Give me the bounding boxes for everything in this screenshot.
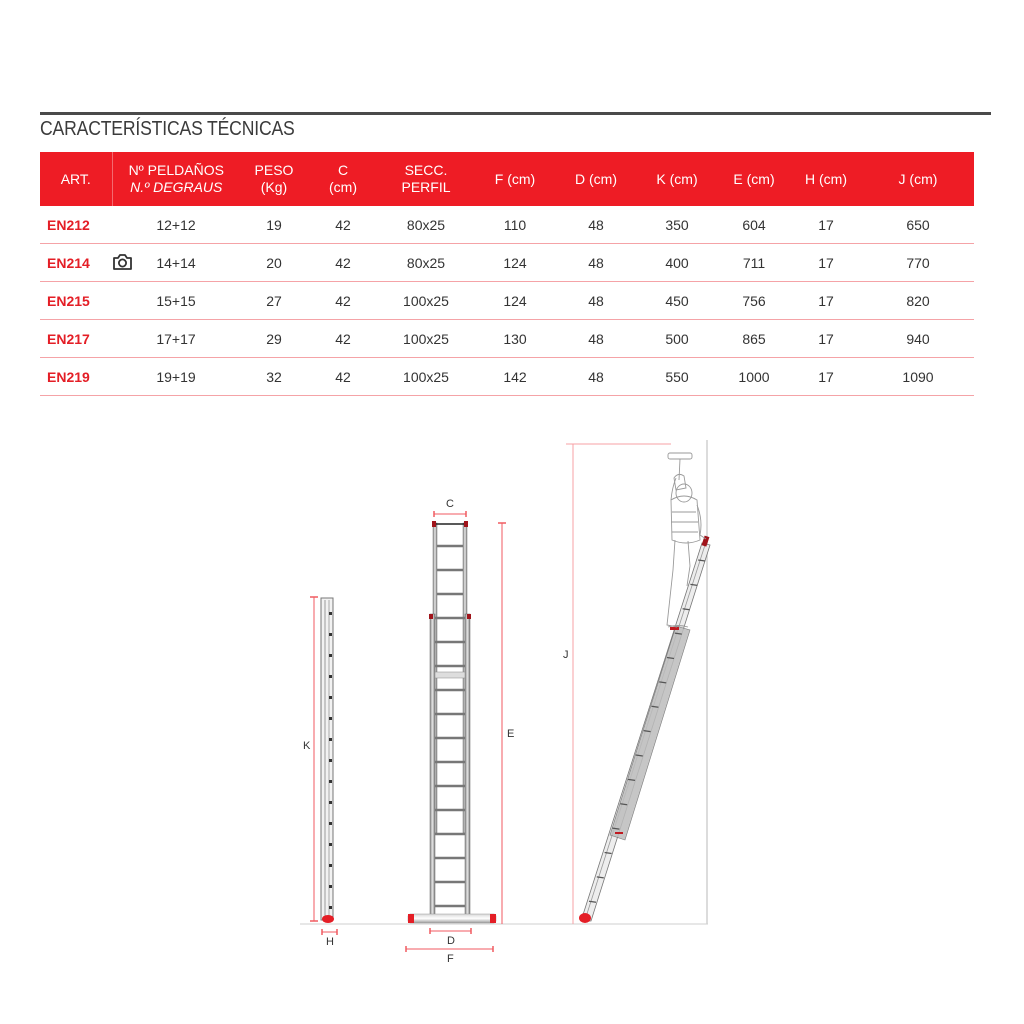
rung-mark xyxy=(329,885,332,888)
cell-peldanos: 15+15 xyxy=(112,282,240,320)
rung-mark xyxy=(329,654,332,657)
cell-f: 124 xyxy=(474,282,556,320)
rung-mark xyxy=(329,633,332,636)
column-header-label: SECC. xyxy=(404,162,448,178)
column-header-label: C xyxy=(337,162,349,178)
cell-e: 1000 xyxy=(718,358,790,396)
rung-mark xyxy=(329,759,332,762)
rung-mark xyxy=(329,738,332,741)
cell-c: 42 xyxy=(308,358,378,396)
cell-c: 42 xyxy=(308,244,378,282)
e-label: E xyxy=(507,728,515,740)
cell-j: 940 xyxy=(862,320,974,358)
column-header-sublabel: N.º DEGRAUS xyxy=(130,179,223,195)
cell-d: 48 xyxy=(556,206,636,244)
cell-secc: 100x25 xyxy=(378,282,474,320)
cell-f: 130 xyxy=(474,320,556,358)
column-header-label: D (cm) xyxy=(575,170,617,187)
column-header-label: K (cm) xyxy=(656,170,698,187)
cell-peso: 20 xyxy=(240,244,308,282)
stabiliser-bar xyxy=(408,914,496,923)
column-header-label: F (cm) xyxy=(494,170,536,187)
cell-e: 756 xyxy=(718,282,790,320)
k-label: K xyxy=(303,740,311,752)
rung-mark xyxy=(329,717,332,720)
column-header-sublabel: PERFIL xyxy=(401,179,451,195)
column-header-sublabel: (Kg) xyxy=(260,179,288,195)
rung-mark xyxy=(329,612,332,615)
cell-peldanos: 17+17 xyxy=(112,320,240,358)
rung-mark xyxy=(329,801,332,804)
cell-secc: 80x25 xyxy=(378,244,474,282)
extended-ladder-front xyxy=(406,511,506,952)
cell-c: 42 xyxy=(308,282,378,320)
cell-f: 124 xyxy=(474,244,556,282)
cell-k: 550 xyxy=(636,358,718,396)
cell-peso: 32 xyxy=(240,358,308,396)
cell-secc: 80x25 xyxy=(378,206,474,244)
cell-h: 17 xyxy=(790,244,862,282)
cell-secc: 100x25 xyxy=(378,320,474,358)
f-label: F xyxy=(447,953,454,965)
column-header-label: J (cm) xyxy=(898,170,938,187)
column-header-label: H (cm) xyxy=(805,170,847,187)
d-label: D xyxy=(447,935,455,947)
rung-mark xyxy=(329,780,332,783)
cell-peso: 27 xyxy=(240,282,308,320)
cell-f: 142 xyxy=(474,358,556,396)
cell-peso: 19 xyxy=(240,206,308,244)
rung-mark xyxy=(329,696,332,699)
closed-ladder-side xyxy=(310,597,337,935)
column-header-label: ART. xyxy=(60,170,91,187)
rung-mark xyxy=(329,675,332,678)
article-code: EN214 xyxy=(47,254,90,271)
cell-d: 48 xyxy=(556,358,636,396)
cell-h: 17 xyxy=(790,206,862,244)
article-code: EN215 xyxy=(47,292,90,309)
cell-secc: 100x25 xyxy=(378,358,474,396)
column-header-label: PESO xyxy=(254,162,294,178)
cell-peldanos: 12+12 xyxy=(112,206,240,244)
cell-d: 48 xyxy=(556,282,636,320)
cell-h: 17 xyxy=(790,282,862,320)
rung-mark xyxy=(329,822,332,825)
cell-k: 500 xyxy=(636,320,718,358)
article-code: EN212 xyxy=(47,216,90,233)
cell-e: 711 xyxy=(718,244,790,282)
cell-h: 17 xyxy=(790,358,862,396)
rung-mark xyxy=(329,906,332,909)
cell-peso: 29 xyxy=(240,320,308,358)
section-title: CARACTERÍSTICAS TÉCNICAS xyxy=(40,118,295,140)
cell-f: 110 xyxy=(474,206,556,244)
cell-e: 604 xyxy=(718,206,790,244)
rung-mark xyxy=(329,843,332,846)
cell-k: 450 xyxy=(636,282,718,320)
foot-cap xyxy=(322,915,334,923)
article-code: EN219 xyxy=(47,368,90,385)
cell-h: 17 xyxy=(790,320,862,358)
column-header-sublabel: (cm) xyxy=(329,179,357,195)
rung-mark xyxy=(329,864,332,867)
h-label: H xyxy=(326,936,334,948)
column-header-label: Nº PELDAÑOS xyxy=(128,162,224,178)
cell-e: 865 xyxy=(718,320,790,358)
cell-d: 48 xyxy=(556,244,636,282)
leaning-ladder-in-use xyxy=(566,440,710,924)
cell-k: 400 xyxy=(636,244,718,282)
cell-c: 42 xyxy=(308,320,378,358)
cell-d: 48 xyxy=(556,320,636,358)
cell-j: 650 xyxy=(862,206,974,244)
c-label: C xyxy=(446,498,454,510)
cell-peldanos: 19+19 xyxy=(112,358,240,396)
column-header-label: E (cm) xyxy=(733,170,775,187)
cell-j: 820 xyxy=(862,282,974,320)
cell-j: 770 xyxy=(862,244,974,282)
cell-k: 350 xyxy=(636,206,718,244)
cell-c: 42 xyxy=(308,206,378,244)
article-code: EN217 xyxy=(47,330,90,347)
cell-peldanos: 14+14 xyxy=(112,244,240,282)
j-label: J xyxy=(563,649,569,661)
cell-j: 1090 xyxy=(862,358,974,396)
